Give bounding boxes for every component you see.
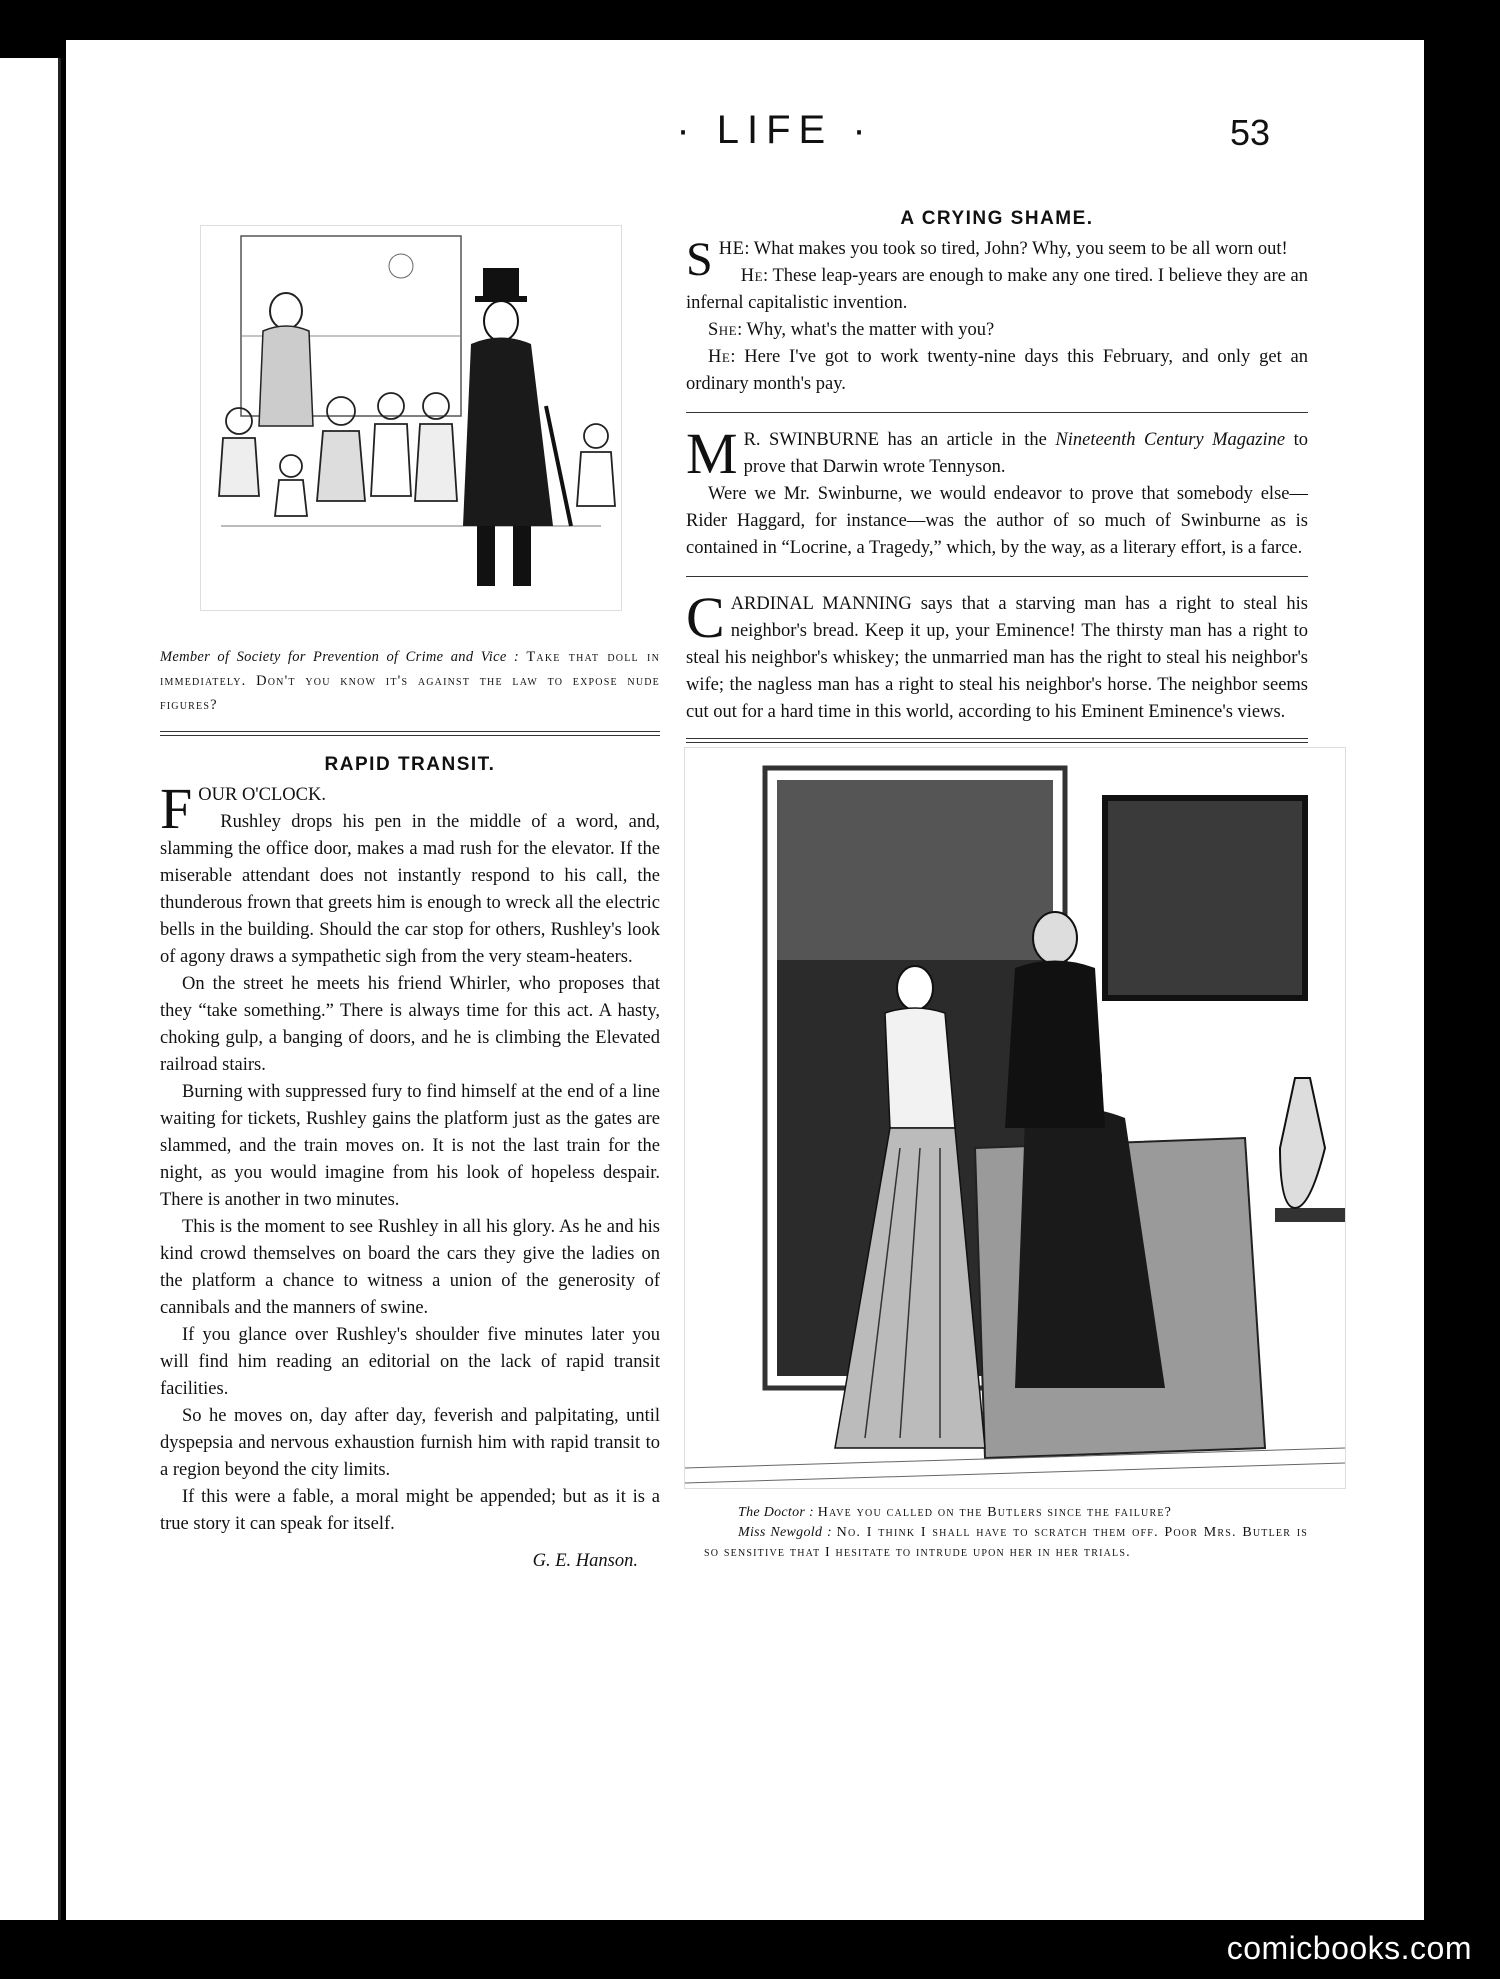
cartoon-caption [160, 645, 660, 717]
caption-speaker: The Doctor : [738, 1505, 814, 1520]
cartoon-illustration [200, 225, 622, 611]
dialogue-line [686, 344, 1308, 398]
caption-line-1 [704, 1503, 1308, 1523]
caption-line-2 [704, 1523, 1308, 1563]
watermark: comicbooks.com [1226, 1930, 1472, 1966]
drop-cap: S [686, 233, 713, 286]
article-paragraph: On the street he meets his friend Whirler, who proposes that they “take something.” There is always time for this act. A hasty, choking gulp, a banging of doors, and he is climbing the Elevated railroad stairs. [160, 974, 660, 1075]
article-paragraph: This is the moment to see Rushley in all his glory. As he and his kind crowd themselves on board the cars they give the ladies on the platform a chance to witness a union of the generosity of cannibals and the manners of swine. [160, 1217, 660, 1318]
caption-speaker: Miss Newgold : [738, 1525, 832, 1540]
caption-text: No. I think I shall have to scratch them off. Poor Mrs. Butler is so sensitive that I hesitate to intrude upon her in her trials. [704, 1525, 1308, 1560]
left-column [160, 225, 660, 1575]
page-number: 53 [1230, 112, 1271, 153]
dialogue-line [686, 233, 1308, 286]
section-divider [686, 576, 1308, 577]
manning-text: ARDINAL MANNING says that a starving man has a right to steal his neighbor's bread. Keep it up, your Eminence! The thirsty man has a right to steal his neighbor's whiskey; the unmarried man has the right to steal his neighbor's wife; the nagless man has a right to steal his neighbor's horse. The neighbor seems cut out for a hard time in this world, according to his Eminent Eminence's views. [686, 594, 1308, 722]
dialogue-text: : These leap-years are enough to make any one tired. I believe they are an infernal capitalistic invention. [686, 266, 1308, 313]
scan-border-right [1424, 40, 1434, 1920]
dialogue-text: : Here I've got to work twenty-nine days this February, and only get an ordinary month's pay. [686, 347, 1308, 394]
article-paragraph: If you glance over Rushley's shoulder five minutes later you will find him reading an editorial on the lack of rapid transit facilities. [160, 1325, 660, 1399]
drop-cap: F [160, 776, 193, 841]
article-signature: G. E. Hanson. [532, 1551, 638, 1571]
magazine-title: Nineteenth Century Magazine [1055, 430, 1286, 450]
drawing-caption [686, 1503, 1308, 1563]
article-body [160, 776, 660, 1575]
dialogue-speaker: She [708, 320, 738, 340]
article-paragraph: Burning with suppressed fury to find himself at the end of a line waiting for tickets, Rushley gains the platform just as the gates are slammed, and the train moves on. It is not the last train for the night, as you would imagine from his look of hopeless despair. There is another in two minutes. [160, 1082, 660, 1210]
section-divider [160, 731, 660, 736]
drop-cap: M [686, 421, 738, 486]
caption-speaker: Member of Society for Prevention of Crime and Vice : [160, 649, 520, 665]
dialogue-speaker: He [740, 266, 764, 286]
dialogue-text: : Why, what's the matter with you? [737, 320, 995, 340]
article-first-line: OUR O'CLOCK. [198, 785, 326, 805]
caption-text: Take that doll in immediately. Don't you know it's against the law to expose nude figures? [160, 649, 660, 713]
article-paragraph: So he moves on, day after day, feverish and palpitating, until dyspepsia and nervous exhaustion furnish him with rapid transit to a region beyond the city limits. [160, 1406, 660, 1480]
article-title: RAPID TRANSIT. [324, 754, 496, 775]
dialogue-line [686, 317, 1308, 344]
crying-shame-title: A CRYING SHAME. [900, 208, 1094, 229]
drop-cap: C [686, 585, 725, 650]
swinburne-lead: R. SWINBURNE has an article in the [743, 430, 1047, 450]
right-column [686, 208, 1308, 1563]
dialogue-text: : What makes you took so tired, John? Why, you seem to be all worn out! [744, 239, 1288, 259]
swinburne-rest: to prove that Darwin wrote Tennyson. [743, 430, 1309, 477]
article-paragraph: Rushley drops his pen in the middle of a word, and, slamming the office door, makes a mad rush for the elevator. If the miserable attendant does not instantly respond to his call, the thunderous frown that greets him is enough to wreck all the electric bells in the building. Should the car stop for others, Rushley's look of agony draws a sympathetic sigh from the very steam-heaters. [160, 812, 660, 967]
manning-item [686, 585, 1308, 726]
masthead: · LIFE · [676, 108, 874, 152]
caption-text: Have you called on the Butlers since the failure? [817, 1505, 1173, 1520]
swinburne-paragraph [686, 421, 1309, 486]
crying-shame-dialogue [686, 233, 1308, 398]
previous-page-edge [0, 58, 61, 1938]
cartoon-drawing [201, 226, 621, 610]
manning-paragraph [686, 585, 1308, 726]
swinburne-item [686, 421, 1309, 562]
article-opening [160, 776, 660, 841]
dialogue-speaker: HE [718, 239, 745, 259]
dialogue-speaker: He [708, 347, 731, 367]
drawing-room-illustration [684, 747, 1346, 1489]
dialogue-line [686, 263, 1308, 317]
swinburne-paragraph: Were we Mr. Swinburne, we would endeavor to prove that somebody else—Rider Haggard, for instance—was the author of so much of Swinburne as is contained in “Locrine, a Tragedy,” which, by the way, as a literary effort, is a farce. [686, 484, 1308, 558]
drawing-room-drawing [685, 748, 1345, 1488]
scan-border-top [0, 0, 1500, 28]
section-divider [686, 412, 1308, 413]
article-paragraph: If this were a fable, a moral might be appended; but as it is a true story it can speak for itself. [160, 1487, 660, 1534]
section-divider [686, 738, 1308, 743]
